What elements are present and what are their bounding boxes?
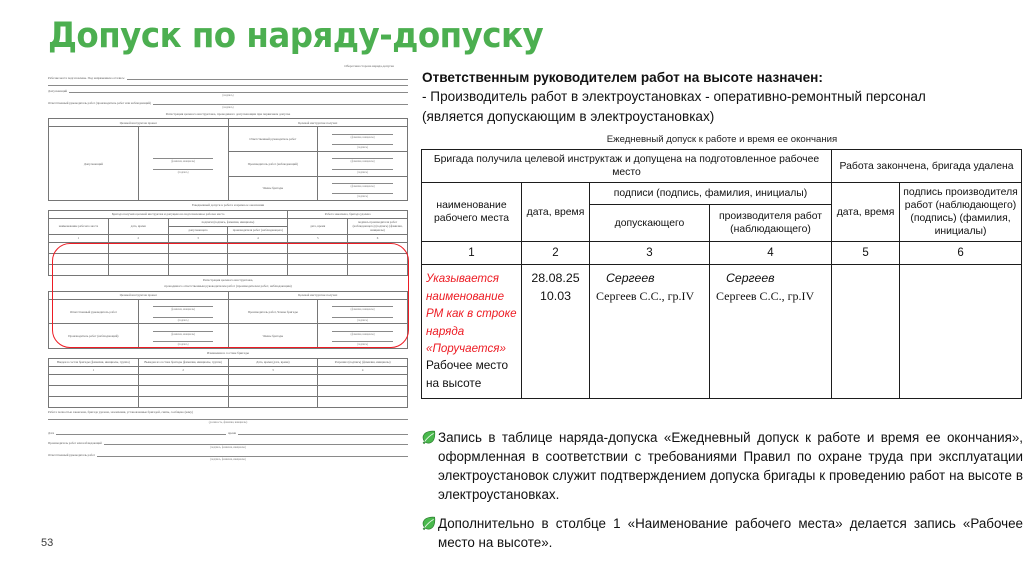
form-final-line [48,410,408,414]
form-fill-rule [332,180,393,184]
form-daily-caption: Ежедневный допуск к работе и время ее окончания [192,203,264,208]
form-signature: (подпись) [177,343,189,347]
form-ch-dt: Дата, время (дата, время) [228,358,318,366]
form-ch-num: 3 [228,366,318,374]
form-briefing-given: Целевой инструктаж провел [49,291,229,299]
header-producer-signature: подпись производителя работ (наблюдающего) (подпись) (фамилия, инициалы) [900,183,1022,242]
form-line-prepared [48,74,408,80]
form-daily-group2: Работа закончена, бригада удалена [288,210,408,218]
table-row [49,210,408,218]
form-role-responsible: Ответственный руководитель работ [49,299,139,324]
form-final-sub2: (подпись, фамилия, инициалы) [210,445,246,449]
form-fill-rule [153,155,214,159]
form-role-producer: Производитель работ (наблюдающий) [228,151,318,176]
intro-line-3: (является допускающим в электроустановках) [422,108,715,124]
form-final-sub2: (подпись, фамилия, инициалы) [210,458,246,462]
form-final-date-label: Дата [48,431,55,436]
form-daily-h-prod: производителя работ (наблюдающего) [228,226,288,234]
table-row [49,234,408,242]
form-fill-rule [104,439,408,445]
form-role-brigade: Члены бригады [228,176,318,201]
form-fill-rule [153,166,214,170]
header-admitting: допускающего [590,205,710,242]
table-sub-header-row [422,183,1022,205]
form-fill-rule [332,141,393,145]
cell-signature-producer [710,265,832,398]
form-briefing-received: Целевой инструктаж получил [228,291,408,299]
form-ch-out: Выведен из состава бригады (фамилия, инициалы, группа) [138,358,228,366]
form-ch-num: 2 [138,366,228,374]
intro-heading: Ответственным руководителем работ на высоте назначен: [422,70,823,85]
cell-workplace-name [422,265,522,398]
table-row [49,324,408,349]
table-column-numbers-row [422,242,1022,265]
form-fill-rule [153,338,214,342]
form-sig-cell [318,299,408,324]
form-daily-num: 4 [228,234,288,242]
table-row [49,119,408,127]
form-signature: (подпись) [357,343,369,347]
header-work-producer: производителя работ (наблюдающего) [710,205,832,242]
form-signature: (подпись) [177,170,189,174]
form-sig-cell [138,324,228,349]
form-name-initials: (фамилия, инициалы) [171,332,196,336]
form-signature: (подпись) [357,146,369,150]
column-number-1: 1 [422,242,522,265]
form-fill-rule [48,81,408,87]
form-corner-note: Оборотная сторона наряда-допуска [344,64,394,68]
form-final-line-label: Работа полностью закончена, бригада удалена, заземления, установленные бригадой, сняты, сообщено (кому) [48,409,193,414]
form-fill-rule [332,155,393,159]
form-name-initials: (фамилия, инициалы) [350,160,375,164]
form-fill-rule [332,166,393,170]
column-number-6: 6 [900,242,1022,265]
bullet-list [421,428,1023,562]
form-fill-rule [56,430,226,436]
form-name-initials: (фамилия, инициалы) [350,135,375,139]
cell-signature-handwriting: Сергеев [606,271,655,286]
form-fill-rule [48,415,408,421]
column-number-5: 5 [832,242,900,265]
form-sig-cell [138,299,228,324]
table-row [49,253,408,264]
form-fill-rule [238,430,408,436]
table-row [49,358,408,366]
form-final-time-label: время [228,431,236,436]
form-role-producer-brigade: Производитель работ, Члены бригады [228,299,318,324]
form-role-responsible: Ответственный руководитель работ [228,127,318,152]
form-name-initials: (фамилия, инициалы) [171,160,196,164]
form-sig-cell [318,176,408,201]
form-fill-rule [97,452,408,458]
form-daily-h-dt-right: дата, время [288,218,348,234]
form-signature: (подпись) [357,195,369,199]
form-role-admitting: Допускающий [49,127,139,201]
form-signature: (подпись) [177,318,189,322]
form-sig-cell [318,324,408,349]
form-fill-rule [332,303,393,307]
form-line-admitting-label: Допускающий [48,88,68,93]
form-ch-num: 1 [49,366,139,374]
column-number-2: 2 [522,242,590,265]
form-name-initials: (фамилия, инициалы) [171,308,196,312]
leaf-icon [421,429,437,445]
table-row [422,265,1022,398]
form-sig-cell [318,151,408,176]
form-daily-h-name: наименование рабочего места [49,218,109,234]
form-daily-num: 1 [49,234,109,242]
form-final-producer-label: Производитель работ или наблюдающий [48,440,102,445]
cell-workplace-red-note: Указывается наименование РМ как в строке наряда «Поручается» [426,272,517,355]
form-sig-cell [138,127,228,201]
form-daily-num: 6 [348,234,408,242]
table-row [49,127,408,152]
header-date-time-left: дата, время [522,183,590,242]
form-daily-h-admit: допускающего [168,226,228,234]
form-final-date-row [48,430,408,436]
bullet-text: Запись в таблице наряда-допуска «Ежедневный допуск к работе и время ее окончания», оформленная в соответствии с требованиями Правил по охране труда при эксплуатации электроустановок служит подтверждением допуска бригады к проведению работ на высоте в электроустановках. [438,430,1023,503]
form-signature: (подпись) [357,170,369,174]
table-row [49,385,408,396]
form-name-initials: (фамилия, инициалы) [350,308,375,312]
form-name-initials: (фамилия, инициалы) [350,185,375,189]
daily-table-caption: Ежедневный допуск к работе и время ее окончания [606,134,838,145]
cell-time: 10.03 [539,289,571,304]
table-group-header-row [422,150,1022,183]
form-line-admitting [48,87,408,93]
form-fill-rule [153,328,214,332]
header-signatures: подписи (подпись, фамилия, инициалы) [590,183,832,205]
form-briefing-table-1 [48,118,408,201]
cell-date: 28.08.25 [531,271,580,286]
column-number-4: 4 [710,242,832,265]
header-workplace-name: наименование рабочего места [422,183,522,242]
form-final-responsible-row [48,452,408,458]
table-row [49,218,408,226]
cell-signature-admitting [590,265,710,398]
form-fill-rule [332,131,393,135]
form-line-responsible-label: Ответственный руководитель работ (производитель работ или наблюдающий) [48,100,152,105]
cell-producer-signature-finished [900,265,1022,398]
cell-workplace-black-note: Рабочее место на высоте [426,358,509,391]
form-daily-h-prodsig: подпись производителя работ (наблюдающего) (подпись) (фамилия, инициалы) [348,218,408,234]
form-line-prepared-label: Рабочие места подготовлены. Под напряжением остались: [48,75,125,80]
form-signature: (подпись) [357,318,369,322]
form-section2-caption-l1: Регистрация целевого инструктажа, [202,277,254,282]
table-row [49,264,408,275]
form-daily-group1: Бригада получила целевой инструктаж и допущена на подготовленное рабочее место [49,210,288,218]
cell-signature-typed: Сергеев С.С., гр.IV [596,288,695,303]
table-row [49,374,408,385]
column-number-3: 3 [590,242,710,265]
form-sub-signature: (подпись) [222,93,234,97]
form-fill-rule [153,314,214,318]
form-fill-rule [332,190,393,194]
form-fill-rule [69,87,408,93]
form-briefing-received: Целевой инструктаж получил [228,119,408,127]
intro-text-block [422,68,1022,126]
form-daily-h-dt: дата, время [108,218,168,234]
cell-signature-typed: Сергеев С.С., гр.IV [716,288,815,303]
form-daily-num: 2 [108,234,168,242]
form-brigade-changes-table [48,358,408,408]
form-role-producer: Производитель работ (наблюдающий) [49,324,139,349]
form-final-responsible-label: Ответственный руководитель работ [48,452,96,457]
table-row [49,242,408,253]
bullet-text: Дополнительно в столбце 1 «Наименование рабочего места» делается запись «Рабочее место на высоте». [438,516,1023,551]
form-sub-signature: (подпись) [222,106,234,110]
form-role-brigade: Члены бригады [228,324,318,349]
form-daily-num: 3 [168,234,228,242]
form-section1-caption: Регистрация целевого инструктажа, проводимого допускающим при первичном допуске [165,111,291,116]
form-daily-h-sigs: подписи (подпись, фамилия, инициалы) [168,218,288,226]
table-row [49,299,408,324]
daily-access-table [421,149,1022,399]
form-section2-caption-l2: проводимого ответственным руководителем работ (производителем работ, наблюдающим) [164,284,292,289]
form-briefing-given: Целевой инструктаж провел [49,119,229,127]
form-briefing-table-2 [48,291,408,349]
form-name-initials: (фамилия, инициалы) [350,332,375,336]
cell-date-time [522,265,590,398]
form-line-responsible [48,100,408,106]
form-final-blank [48,415,408,421]
naryad-dopusk-form-scan [48,64,408,569]
cell-signature-handwriting: Сергеев [726,271,775,286]
form-final-sub: (должность, фамилия, инициалы) [208,421,248,425]
form-daily-access-table [48,210,408,276]
table-row [49,366,408,374]
form-fill-rule [332,314,393,318]
group-header-admitted: Бригада получила целевой инструктаж и допущена на подготовленное рабочее место [422,150,832,183]
group-header-finished: Работа закончена, бригада удалена [832,150,1022,183]
form-fill-rule [332,328,393,332]
form-sig-cell [318,127,408,152]
form-daily-num: 5 [288,234,348,242]
form-changes-caption: Изменения в составе бригады [207,351,249,356]
table-row [49,396,408,407]
cell-date-time-finished [832,265,900,398]
list-item [421,428,1023,504]
form-fill-rule [332,338,393,342]
header-date-time-right: дата, время [832,183,900,242]
page-title: Допуск по наряду-допуску [48,16,544,56]
form-final-producer-row [48,439,408,445]
form-ch-in: Введен в состав бригады (фамилия, инициалы, группа) [49,358,139,366]
leaf-icon [421,515,437,531]
form-fill-rule [153,100,408,106]
slide-page-number: 53 [41,537,54,549]
list-item [421,514,1023,552]
form-fill-rule [153,303,214,307]
table-row [49,291,408,299]
intro-line-2: - Производитель работ в электроустановках - оперативно-ремонтный персонал [422,89,926,105]
form-ch-num: 4 [318,366,408,374]
form-line-blank [48,81,408,87]
form-ch-allow: Разрешил (подпись) (фамилия, инициалы) [318,358,408,366]
form-fill-rule [127,74,408,80]
